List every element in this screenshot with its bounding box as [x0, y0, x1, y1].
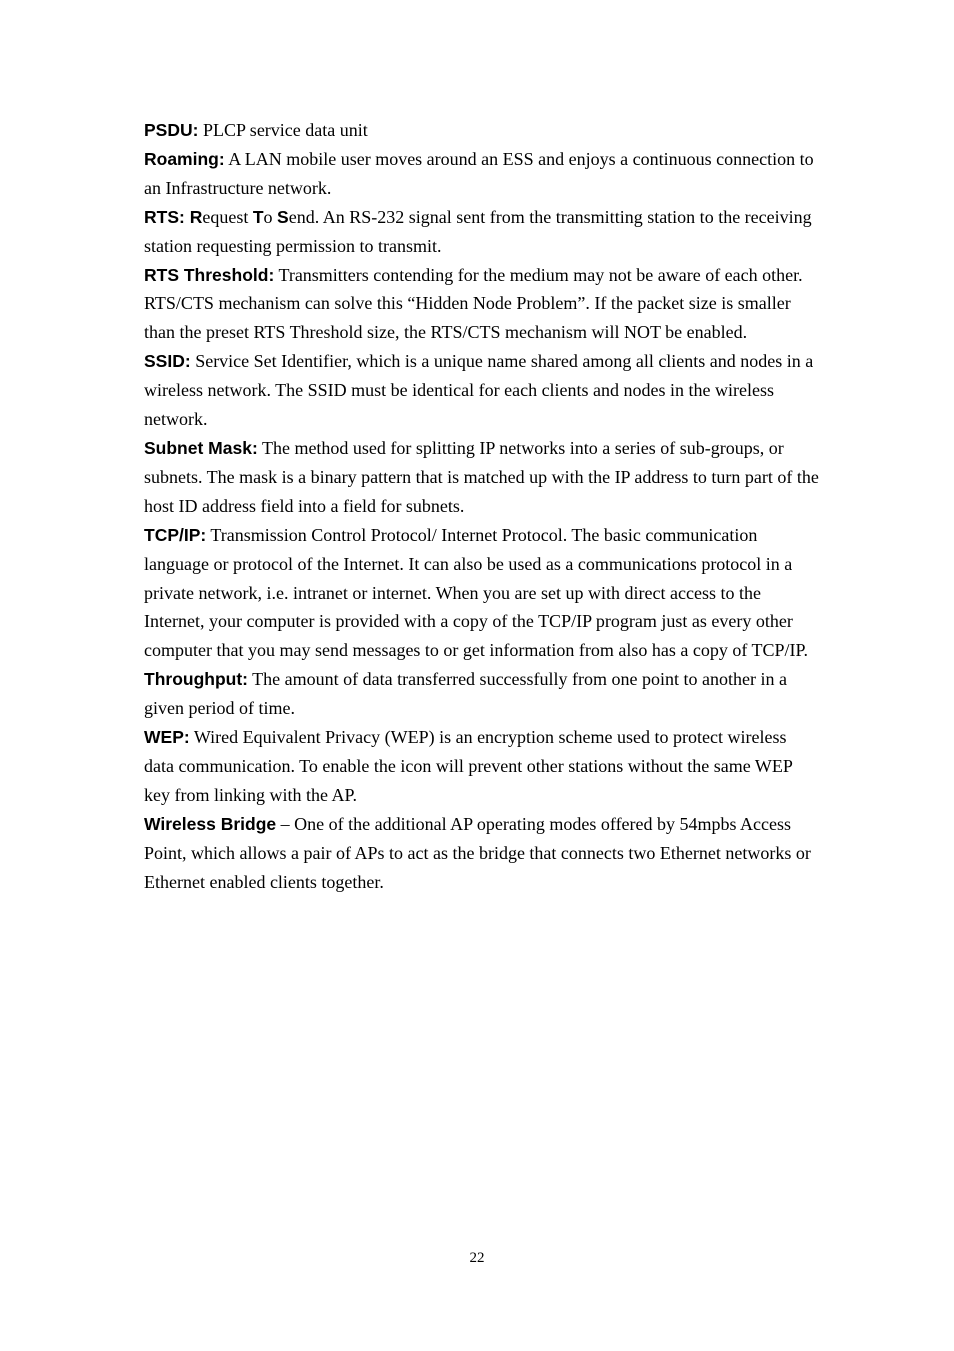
term-wep: WEP: — [144, 727, 190, 748]
glossary-entry-ssid — [144, 347, 820, 434]
term-rts-letter-s: S — [277, 206, 289, 227]
definition-rts-threshold: Transmitters contending for the medium may not be aware of each other. RTS/CTS mechanism can solve this “Hidden Node Problem”. If the packet size is smaller than the preset RTS Threshold size, the RTS/CTS mechanism will NOT be enabled. — [144, 264, 803, 343]
definition-roaming: A LAN mobile user moves around an ESS and enjoys a continuous connection to an Infrastructure network. — [144, 148, 814, 198]
term-rts-threshold: RTS Threshold: — [144, 264, 275, 285]
glossary-entry-rts-threshold — [144, 261, 820, 348]
glossary-entry-tcp-ip — [144, 521, 820, 666]
term-tcp-ip: TCP/IP: — [144, 524, 207, 545]
definition-subnet-mask: The method used for splitting IP networks into a series of sub-groups, or subnets. The mask is a binary pattern that is matched up with the IP address to turn part of the host ID address field into a field for subnets. — [144, 437, 819, 516]
glossary-entry-subnet-mask — [144, 434, 820, 521]
definition-wep: Wired Equivalent Privacy (WEP) is an encryption scheme used to protect wireless data communication. To enable the icon will prevent other stations without the same WEP key from linking with the AP. — [144, 727, 793, 805]
definition-rts: end. An RS-232 signal sent from the transmitting station to the receiving station requesting permission to transmit. — [144, 206, 812, 256]
term-rts-o: o — [263, 206, 278, 227]
term-roaming: Roaming: — [144, 148, 225, 169]
definition-psdu: PLCP service data unit — [198, 120, 368, 140]
glossary-content — [144, 116, 820, 896]
glossary-entry-throughput — [144, 665, 820, 723]
glossary-entry-wep — [144, 723, 820, 810]
term-rts-equest: equest — [202, 206, 253, 227]
page-number: 22 — [469, 1250, 485, 1266]
glossary-entry-roaming — [144, 145, 820, 203]
definition-ssid: Service Set Identifier, which is a unique name shared among all clients and nodes in a wireless network. The SSID must be identical for each clients and nodes in the wireless network. — [144, 351, 814, 430]
term-psdu: PSDU: — [144, 120, 199, 140]
glossary-entry-psdu — [144, 116, 820, 145]
term-rts: RTS: — [144, 206, 190, 227]
glossary-entry-wireless-bridge — [144, 810, 820, 897]
term-rts-letter-t: T — [252, 206, 264, 227]
definition-throughput: The amount of data transferred successfully from one point to another in a given period of time. — [144, 669, 787, 719]
term-subnet-mask: Subnet Mask: — [144, 437, 258, 458]
definition-tcp-ip: Transmission Control Protocol/ Internet Protocol. The basic communication language or protocol of the Internet. It can also be used as a communications protocol in a private network, i.e. intranet or internet. When you are set up with direct access to the Internet, your computer is provided with a copy of the TCP/IP program just as every other computer that you may send messages to or get information from also has a copy of TCP/IP. — [144, 524, 809, 661]
definition-wireless-bridge: – One of the additional AP operating modes offered by 54mpbs Access Point, which allows a pair of APs to act as the bridge that connects two Ethernet networks or Ethernet enabled clients together. — [144, 813, 811, 892]
term-wireless-bridge: Wireless Bridge — [144, 813, 277, 834]
term-ssid: SSID: — [144, 351, 191, 372]
term-throughput: Throughput: — [144, 669, 248, 690]
term-rts-letter-r: R — [189, 206, 203, 227]
glossary-entry-rts — [144, 203, 820, 261]
